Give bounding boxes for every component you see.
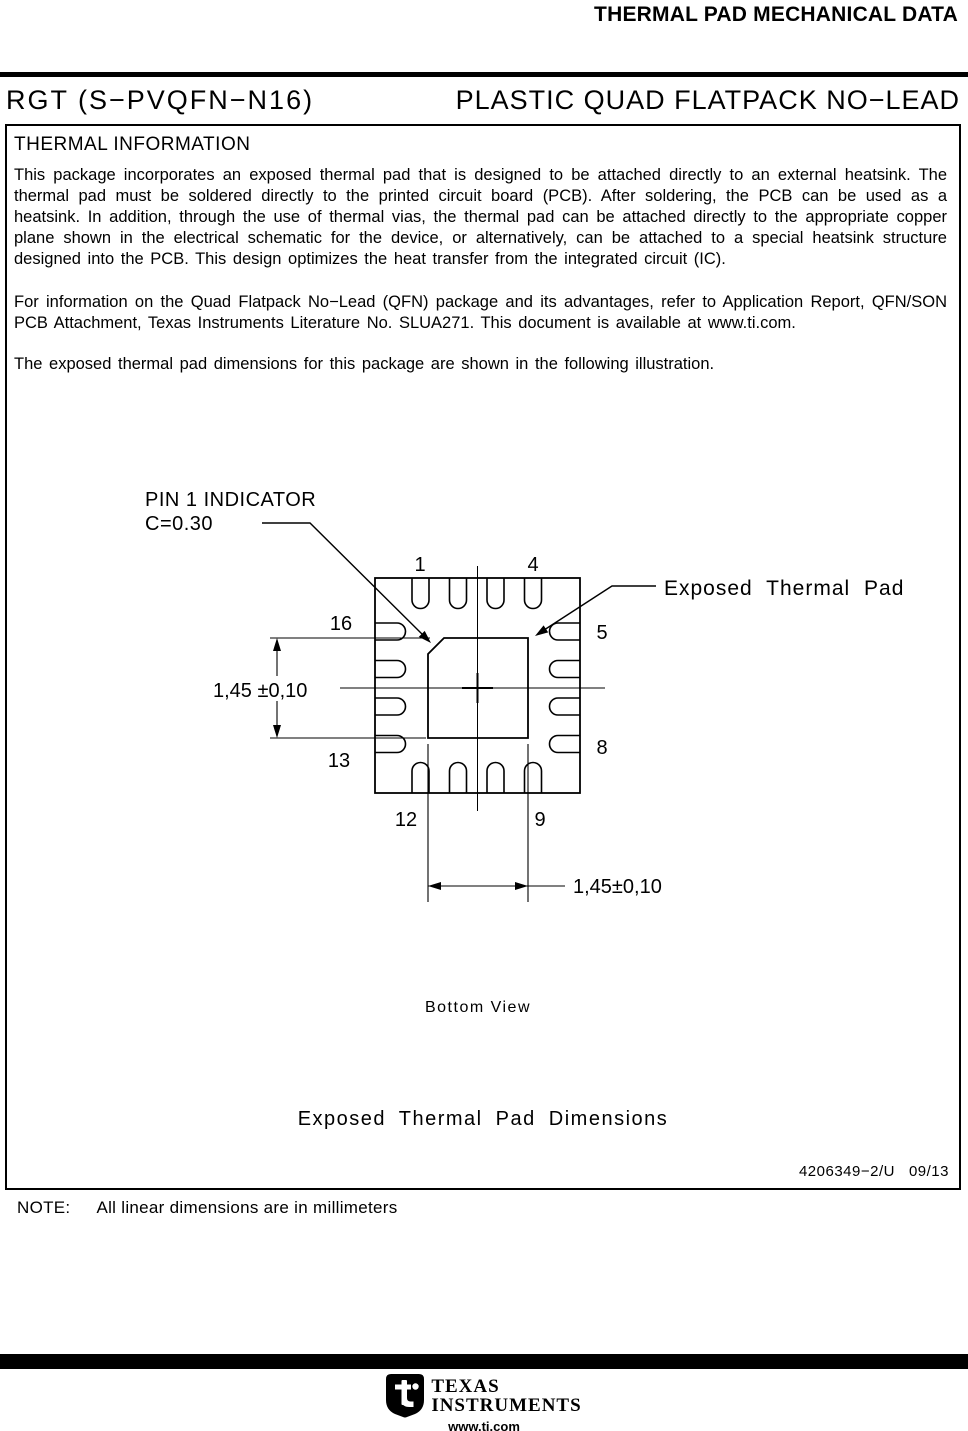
pin1-indicator-label: PIN 1 INDICATOR [145, 489, 317, 511]
pin-label-8: 8 [596, 737, 608, 759]
pin1-indicator-value: C=0.30 [145, 513, 214, 535]
leader-arrow-icon [535, 625, 548, 636]
drawing-number-id: 4206349−2/U [798, 1163, 895, 1180]
footer-logo [0, 1374, 968, 1431]
drawing-number [799, 1163, 949, 1180]
note-label: NOTE: [17, 1198, 71, 1217]
pin1-indicator-callout [145, 489, 431, 643]
brand-texas: TEXAS [431, 1375, 500, 1397]
thermal-info-content [7, 126, 959, 375]
pin-right-7 [550, 698, 581, 715]
pin-right-6 [550, 661, 581, 678]
pin-bottom-11 [450, 763, 467, 794]
ti-logo-icon [386, 1374, 424, 1418]
section-heading: THERMAL INFORMATION [14, 134, 251, 155]
exposed-pad-callout [535, 577, 904, 636]
paragraph-qfn-report: For information on the Quad Flatpack No−Lead (QFN) package and its advantages, refer to Application Report, QFN/SON PCB Attachment, Texas Instruments Literature No. SLUA271. This document is available at www.ti.com. [14, 293, 947, 332]
pin-top-2 [450, 578, 467, 609]
view-label: Bottom View [424, 999, 532, 1016]
page-title: THERMAL PAD MECHANICAL DATA [594, 3, 958, 26]
pin-label-12: 12 [394, 809, 418, 831]
pin-label-16: 16 [329, 613, 353, 635]
brand-text [431, 1377, 581, 1416]
pin-top-3 [487, 578, 504, 609]
arrow-down-icon [273, 725, 281, 738]
pin-labels [328, 554, 608, 831]
brand-instruments: INSTRUMENTS [431, 1395, 582, 1416]
thermal-info-box [5, 124, 961, 1190]
note-row [17, 1198, 398, 1218]
pin-label-13: 13 [327, 750, 351, 772]
pin-label-1: 1 [414, 554, 426, 576]
pin-label-5: 5 [596, 622, 608, 644]
note-text: All linear dimensions are in millimeters [96, 1198, 398, 1217]
drawing-number-date: 09/13 [908, 1163, 949, 1180]
pin-left-14 [375, 698, 406, 715]
dim-left-label: 1,45 ±0,10 [213, 680, 308, 702]
pin-label-4: 4 [527, 554, 539, 576]
arrow-right-icon [515, 882, 528, 890]
pin-top-1 [412, 578, 429, 609]
paragraph-thermal-pad: This package incorporates an exposed thermal pad that is designed to be attached directly to an external heatsink. The thermal pad must be soldered directly to the printed circuit board (PCB). After soldering, the PCB can be used as a heatsink. In addition, through the use of thermal vias, the thermal pad can be attached directly to the appropriate copper plane shown in the electrical schematic for the device, or alternatively, can be attached to a special heatsink structure designed into the PCB. This design optimizes the heat transfer from the integrated circuit (IC). [14, 166, 947, 268]
pin-label-9: 9 [534, 809, 546, 831]
figure-caption: Exposed Thermal Pad Dimensions [297, 1108, 669, 1130]
dim-bottom-label: 1,45±0,10 [573, 876, 662, 898]
arrow-up-icon [273, 638, 281, 651]
arrow-left-icon [428, 882, 441, 890]
footer-url: www.ti.com [448, 1419, 520, 1431]
centerlines [340, 566, 608, 811]
pin-bottom-12 [412, 763, 429, 794]
package-code: RGT (S−PVQFN−N16) [6, 85, 315, 115]
pin-right-5 [550, 623, 581, 640]
package-type: PLASTIC QUAD FLATPACK NO−LEAD [455, 85, 960, 115]
pin-right-8 [550, 736, 581, 753]
footer-bar [0, 1354, 968, 1369]
pin-bottom-9 [525, 763, 542, 794]
top-rule [0, 72, 968, 77]
package-header [6, 85, 960, 116]
pin-bottom-10 [487, 763, 504, 794]
package-drawing [7, 478, 961, 1040]
pin-top-4 [525, 578, 542, 609]
pin-left-15 [375, 661, 406, 678]
paragraph-dimensions-intro: The exposed thermal pad dimensions for this package are shown in the following illustration. [14, 355, 715, 373]
exposed-pad-label: Exposed Thermal Pad [664, 577, 905, 600]
